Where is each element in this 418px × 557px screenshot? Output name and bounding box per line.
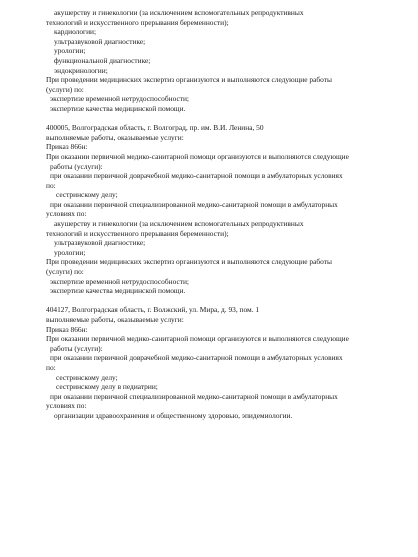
document-line: При проведении медицинских экспертиз организуются и выполняются следующие работы — [46, 257, 332, 267]
document-line: (услуги) по: — [46, 267, 84, 277]
document-line: технологий и искусственного прерывания беременности); — [46, 17, 229, 27]
document-line: функциональной диагностике; — [54, 55, 151, 65]
document-line: 404127, Волгоградская область, г. Волжский, ул. Мира, д. 93, пом. 1 — [46, 305, 260, 315]
document-line: сестринскому делу в педиатрии; — [56, 382, 158, 392]
document-line: кардиологии; — [54, 27, 97, 37]
document-line: При проведении медицинских экспертиз организуются и выполняются следующие работы — [46, 75, 332, 85]
paragraph-gap — [46, 114, 382, 124]
document-line: при оказании первичной специализированной медико-санитарной помощи в амбулаторных — [50, 391, 338, 401]
document-line: по: — [46, 362, 56, 372]
document-line: сестринскому делу; — [56, 190, 118, 200]
document-line: сестринскому делу; — [56, 372, 118, 382]
document-line: При оказании первичной медико-санитарной помощи организуются и выполняются следующие — [46, 334, 349, 344]
document-line: условиях по: — [46, 209, 87, 219]
document-line: при оказании первичной доврачебной медико-санитарной помощи в амбулаторных условиях — [50, 171, 343, 181]
document-line: условиях по: — [46, 401, 87, 411]
document-line: 400005, Волгоградская область, г. Волгоград, пр. им. В.И. Ленина, 50 — [46, 123, 264, 133]
document-line: экспертизе качества медицинской помощи. — [50, 103, 186, 113]
document-line: выполняемые работы, оказываемые услуги: — [46, 315, 184, 324]
document-line: Приказ 866н: — [46, 324, 88, 334]
document-line: выполняемые работы, оказываемые услуги: — [46, 132, 184, 142]
document-line: ультразвуковой диагностике; — [54, 238, 146, 248]
document-line: акушерству и гинекологии (за исключением вспомогательных репродуктивных — [54, 8, 304, 17]
document-line: урологии; — [54, 247, 86, 257]
document-line: технологий и искусственного прерывания беременности); — [46, 228, 229, 238]
document-line: при оказании первичной доврачебной медико-санитарной помощи в амбулаторных условиях — [50, 353, 343, 363]
document-line: эндокринологии; — [54, 65, 108, 75]
document-line: экспертизе качества медицинской помощи. — [50, 286, 186, 296]
document-line: по: — [46, 180, 56, 190]
document-line: акушерству и гинекологии (за исключением вспомогательных репродуктивных — [54, 219, 304, 229]
document-line: при оказании первичной специализированной медико-санитарной помощи в амбулаторных — [50, 199, 338, 209]
paragraph-gap — [46, 296, 382, 306]
document-line: При оказании первичной медико-санитарной помощи организуются и выполняются следующие — [46, 151, 349, 161]
document-line: организации здравоохранения и общественному здоровью, эпидемиологии. — [54, 410, 293, 420]
document-line: (услуги) по: — [46, 84, 84, 94]
document-line: экспертизе временной нетрудоспособности; — [50, 276, 189, 286]
document-line: работы (услуги): — [50, 161, 103, 171]
document-line: ультразвуковой диагностике; — [54, 36, 146, 46]
document-line: работы (услуги): — [50, 343, 103, 353]
document-page — [46, 8, 382, 421]
document-line: Приказ 866н: — [46, 142, 88, 152]
document-line: экспертизе временной нетрудоспособности; — [50, 94, 189, 104]
document-line: урологии; — [54, 46, 86, 56]
